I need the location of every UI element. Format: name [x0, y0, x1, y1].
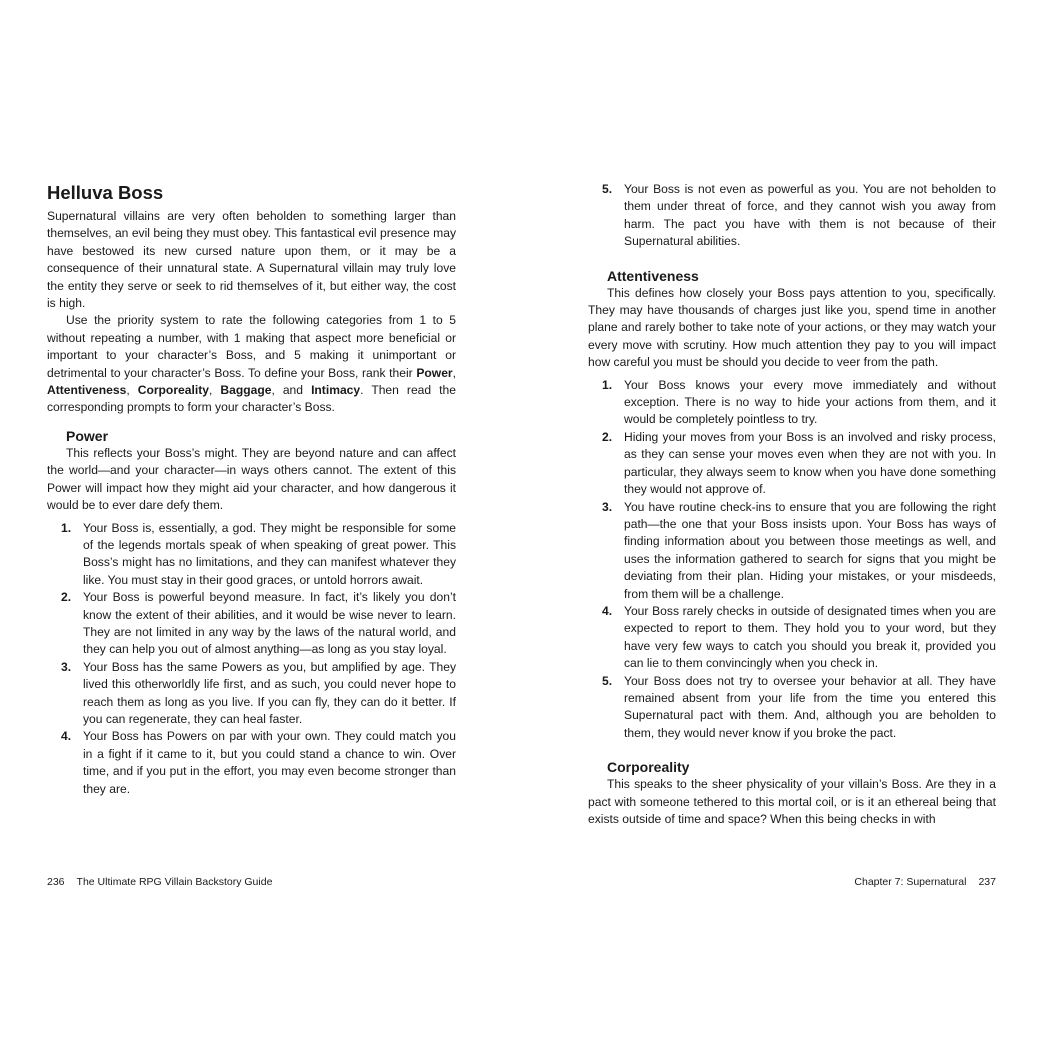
power-intro: This reflects your Boss’s might. They are beyond nature and can affect the world—and your character—in ways others cannot. The extent of this Power will impact how they might aid your character, and how dangerous it would be to ever dare defy them. — [47, 445, 456, 513]
list-number: 4. — [602, 603, 613, 618]
page-number: 236 — [47, 876, 65, 888]
corporeality-heading: Corporeality — [607, 759, 690, 776]
section-title: Helluva Boss — [47, 182, 164, 203]
category-power: Power — [416, 365, 453, 380]
list-text: Your Boss is powerful beyond measure. In fact, it’s likely you don’t know the extent of their abilities, and it would be wise never to learn. They are not limited in any way by the laws of the natural world, and they can help you out of almost anything—as long as you stay loyal. — [83, 590, 456, 657]
list-text: Your Boss has the same Powers as you, but amplified by age. They lived this otherworldly life first, and as such, you could never hope to reach them as long as you live. If you can fly, they can do it better. If you can regenerate, they can heal faster. — [83, 659, 456, 726]
list-item — [588, 429, 996, 499]
list-number: 2. — [602, 429, 613, 444]
attentiveness-heading: Attentiveness — [607, 267, 699, 284]
category-intimacy: Intimacy — [311, 383, 361, 398]
list-text: Your Boss has Powers on par with your own. They could match you in a fight if it came to it, but you could stand a chance to win. Over time, and if you put in the effort, you may even become stronger than they are. — [83, 729, 456, 796]
list-number: 3. — [61, 659, 72, 674]
list-text: Your Boss is not even as powerful as you. You are not beholden to them under threat of force, and they cannot wish you away from harm. The pact you have with them is not because of their Supernatural abilities. — [624, 182, 996, 249]
attentiveness-intro: This defines how closely your Boss pays attention to you, specifically. They may have thousands of charges just like you, spend time in another plane and rarely bother to take note of your actions, or they may watch your every move with scrutiny. How much attention they pay to you will impact how careful you must be should you decide to veer from the path. — [588, 285, 996, 370]
separator: , — [452, 365, 456, 380]
list-item — [47, 589, 456, 659]
left-column — [47, 181, 456, 798]
separator: , — [126, 383, 138, 398]
list-number: 5. — [602, 673, 613, 688]
list-text: Your Boss is, essentially, a god. They might be responsible for some of the legends mortals speak of when speaking of great power. This Boss’s might has no limitations, and they can manifest whatever they like. You must stay in their good graces, or untold horrors await. — [83, 520, 456, 587]
power-list-continued — [588, 181, 996, 251]
list-text: You have routine check-ins to ensure that you are following the right path—the one that your Boss insists upon. Your Boss has ways of finding information about you between those meetings as well, and uses the information gathered to search for signs that you might be deviating from their plan. Hiding your mistakes, or your misdeeds, from them will be a challenge. — [624, 499, 996, 601]
list-number: 5. — [602, 182, 613, 196]
list-item — [47, 659, 456, 729]
category-baggage: Baggage — [220, 383, 272, 398]
priority-text-start: Use the priority system to rate the following categories from 1 to 5 without repeating a number, with 1 making that aspect more beneficial or important to your character’s Boss, and 5 making it unimportant or detrimental to your character’s Boss. To define your Boss, rank their — [47, 313, 456, 380]
page-number: 237 — [978, 876, 996, 888]
list-text: Hiding your moves from your Boss is an involved and risky process, as they can sense your moves even when they are not with you. In particular, they always seem to know when you have done something they would not approve of. — [624, 429, 996, 497]
priority-text-end: . Then read the corresponding prompts to form your character’s Boss. — [47, 383, 456, 415]
list-item — [588, 181, 996, 251]
right-footer — [854, 875, 996, 889]
list-item — [588, 603, 996, 673]
running-title: The Ultimate RPG Villain Backstory Guide — [76, 876, 273, 888]
list-item — [47, 728, 456, 798]
list-item — [588, 673, 996, 743]
separator: , and — [271, 383, 312, 398]
category-corporeality: Corporeality — [137, 383, 209, 398]
attentiveness-list — [588, 377, 996, 743]
list-item — [47, 520, 456, 590]
intro-paragraph: Supernatural villains are very often beholden to something larger than themselves, an evil being they must obey. This fantastical evil presence may have bestowed its new cursed nature upon them, or it may be a consequence of their unnatural state. A Supernatural villain may truly love the entity they serve or seek to rid themselves of it, but either way, the cost is high. — [47, 209, 456, 311]
list-number: 3. — [602, 499, 613, 514]
list-text: Your Boss does not try to oversee your behavior at all. They have remained absent from your life from the time you entered this Supernatural pact with them. And, although you are beholden to them, they would never know if you broke the pact. — [624, 673, 996, 740]
category-attentiveness: Attentiveness — [47, 383, 127, 398]
list-number: 1. — [602, 377, 613, 392]
list-number: 2. — [61, 590, 72, 605]
priority-paragraph — [47, 312, 456, 416]
list-number: 4. — [61, 729, 72, 744]
list-text: Your Boss knows your every move immediately and without exception. There is no way to hide your actions from them, and it would be completely pointless to try. — [624, 377, 996, 427]
left-footer — [47, 875, 272, 889]
power-heading: Power — [66, 427, 109, 444]
chapter-title: Chapter 7: Supernatural — [854, 876, 967, 888]
list-item — [588, 499, 996, 603]
list-item — [588, 377, 996, 429]
list-number: 1. — [61, 520, 72, 535]
corporeality-intro: This speaks to the sheer physicality of your villain’s Boss. Are they in a pact with someone tethered to this mortal coil, or is it an ethereal being that exists outside of time and space? When this being checks in with — [588, 777, 996, 826]
list-text: Your Boss rarely checks in outside of designated times when you are expected to report to them. They hold you to your word, but they have very few ways to catch you should you break it, provided you can lie to them convincingly when you check in. — [624, 603, 996, 671]
separator: , — [208, 383, 221, 398]
power-list — [47, 520, 456, 799]
right-column — [588, 181, 996, 828]
